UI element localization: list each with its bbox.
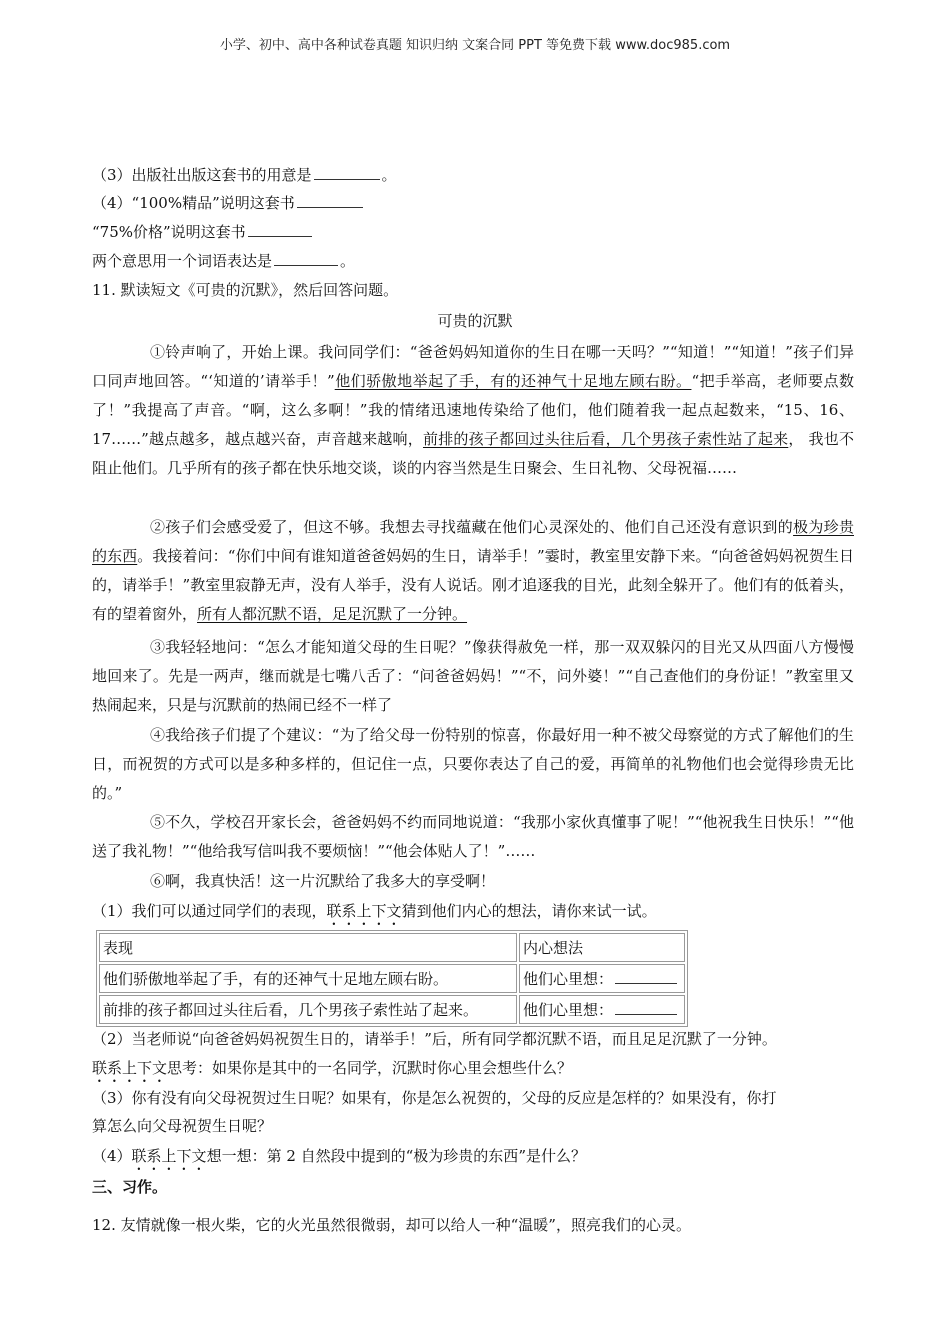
p2-underlined-2: 所有人都沉默不语，足足沉默了一分钟。 <box>197 605 468 623</box>
answer-blank[interactable] <box>615 969 677 984</box>
q11-intro: 11. 默读短文《可贵的沉默》，然后回答问题。 <box>92 281 399 299</box>
subquestion-4 <box>92 1145 586 1174</box>
table-cell: 前排的孩子都回过头往后看，几个男孩子索性站了起来。 <box>99 995 517 1024</box>
q10-sub3-text: （3）出版社出版这套书的用意是 <box>92 166 312 184</box>
p1-underlined-1: 他们骄傲地举起了手，有的还神气十足地左顾右盼。 <box>334 372 692 390</box>
subquestion-3-cont: 算怎么向父母祝贺生日呢？ <box>92 1117 273 1135</box>
table-cell <box>519 964 685 993</box>
q10-sub3-end: 。 <box>381 166 397 184</box>
passage-paragraph-6: ⑥啊，我真快活！这一片沉默给了我多大的享受啊！ <box>150 872 496 890</box>
sq1-text-a: （1）我们可以通过同学们的表现， <box>92 902 327 920</box>
q10-sub4c <box>92 250 355 272</box>
answer-blank[interactable] <box>274 251 338 266</box>
answer-blank[interactable] <box>615 1000 677 1015</box>
q12-prompt: 12. 友情就像一根火柴，它的火光虽然很微弱，却可以给人一种“温暖”，照亮我们的心灵。 <box>92 1216 691 1234</box>
q10-sub3 <box>92 164 397 186</box>
answer-blank[interactable] <box>314 165 380 180</box>
passage-paragraph-5: ⑤不久，学校召开家长会，爸爸妈妈不约而同地说道：“我那小家伙真懂事了呢！”“他祝我生日快乐！”“他送了我礼物！”“他给我写信叫我不要烦恼！”“他会体贴人了！”…… <box>92 813 854 860</box>
answer-table <box>96 930 688 1027</box>
page-header: 小学、初中、高中各种试卷真题 知识归纳 文案合同 PPT 等免费下载 www.doc985.com <box>219 38 731 53</box>
sq2-text-b: 思考：如果你是其中的一名同学，沉默时你心里会想些什么？ <box>167 1059 573 1077</box>
table-cell-text: 他们心里想： <box>523 970 614 988</box>
q10-sub4-text: （4）“100%精品”说明这套书 <box>92 194 295 212</box>
p2-text-b: 。我接着问：“你们中间有谁知道爸爸妈妈的生日，请举手！”霎时，教室里安静下来。“向爸爸妈妈祝贺生日的，请举手！”教室里寂静无声，没有人举手，没有人说话。刚才追逐我的目光，此刻全躲开了。他们有的低着头，有的望着窗外， <box>92 547 854 623</box>
q10-sub4c-end: 。 <box>340 252 356 270</box>
table-row <box>99 995 685 1024</box>
sq4-text-b: 想一想：第 2 自然段中提到的“极为珍贵的东西”是什么？ <box>206 1147 586 1165</box>
sq1-text-b: 猜到他们内心的想法，请你来试一试。 <box>401 902 657 920</box>
sq4-emphasis: 联系上下文 <box>131 1147 207 1165</box>
table-cell-text: 他们心里想： <box>523 1001 614 1019</box>
passage-paragraph-2 <box>92 513 854 629</box>
p1-underlined-2: 前排的孩子都回过头往后看，几个男孩子索性站了起来 <box>422 430 789 448</box>
passage-paragraph-3: ③我轻轻地问：“怎么才能知道父母的生日呢？”像获得赦免一样，那一双双躲闪的目光又从四面八方慢慢地回来了。先是一两声，继而就是七嘴八舌了：“问爸爸妈妈！”“不，问外婆！”“自己查他们的身份证！”教室里又热闹起来，只是与沉默前的热闹已经不一样了 <box>92 638 854 714</box>
table-row <box>99 964 685 993</box>
subquestion-2-cont <box>92 1057 572 1086</box>
q10-sub4c-text: 两个意思用一个词语表达是 <box>92 252 273 270</box>
p1-text-c: ， 我也不阻止他们。几乎所有的孩子都在快乐地交谈，谈的内容当然是生日聚会、生日礼物、父母祝福…… <box>92 430 854 477</box>
sq2-emphasis: 联系上下文 <box>92 1059 168 1077</box>
table-header-cell: 内心想法 <box>519 933 685 962</box>
table-header-cell: 表现 <box>99 933 517 962</box>
answer-blank[interactable] <box>297 193 363 208</box>
table-cell <box>519 995 685 1024</box>
subquestion-3: （3）你有没有向父母祝贺过生日呢？如果有，你是怎么祝贺的，父母的反应是怎样的？如果没有，你打 <box>92 1089 777 1107</box>
p1-text-a: ①铃声响了，开始上课。我问同学们：“爸爸妈妈知道你的生日在哪一天吗？”“知道！”“知道！”孩子们异口同声地回答。“‘知道的’请举手！” <box>92 343 854 390</box>
subquestion-1 <box>92 900 657 929</box>
passage-paragraph-1 <box>92 338 854 483</box>
q10-sub4b <box>92 221 314 243</box>
p2-underlined-1: 极为珍贵的东西 <box>92 518 854 565</box>
table-header-row <box>99 933 685 962</box>
subquestion-2: （2）当老师说“向爸爸妈妈祝贺生日的，请举手！”后，所有同学都沉默不语，而且足足沉默了一分钟。 <box>92 1030 777 1048</box>
sq1-emphasis: 联系上下文 <box>326 902 402 920</box>
section-heading: 三、习作。 <box>92 1178 168 1196</box>
p2-text-a: ②孩子们会感受爱了，但这不够。我想去寻找蕴藏在他们心灵深处的、他们自己还没有意识到的 <box>150 518 794 536</box>
q10-sub4 <box>92 192 365 214</box>
sq4-text-a: （4） <box>92 1147 132 1165</box>
passage-title: 可贵的沉默 <box>437 312 513 330</box>
answer-blank[interactable] <box>248 222 312 237</box>
q10-sub4b-text: “75%价格”说明这套书 <box>92 223 246 241</box>
p1-text-b: “把手举高，老师要点数了！”我提高了声音。“啊，这么多啊！”我的情绪迅速地传染给了他们，他们随着我一起点起数来，“15、16、17……”越点越多，越点越兴奋，声音越来越响， <box>92 372 854 448</box>
table-cell: 他们骄傲地举起了手，有的还神气十足地左顾右盼。 <box>99 964 517 993</box>
passage-paragraph-4: ④我给孩子们提了个建议：“为了给父母一份特别的惊喜，你最好用一种不被父母察觉的方式了解他们的生日，而祝贺的方式可以是多种多样的，但记住一点，只要你表达了自己的爱，再简单的礼物他们也会觉得珍贵无比的。” <box>92 726 854 802</box>
